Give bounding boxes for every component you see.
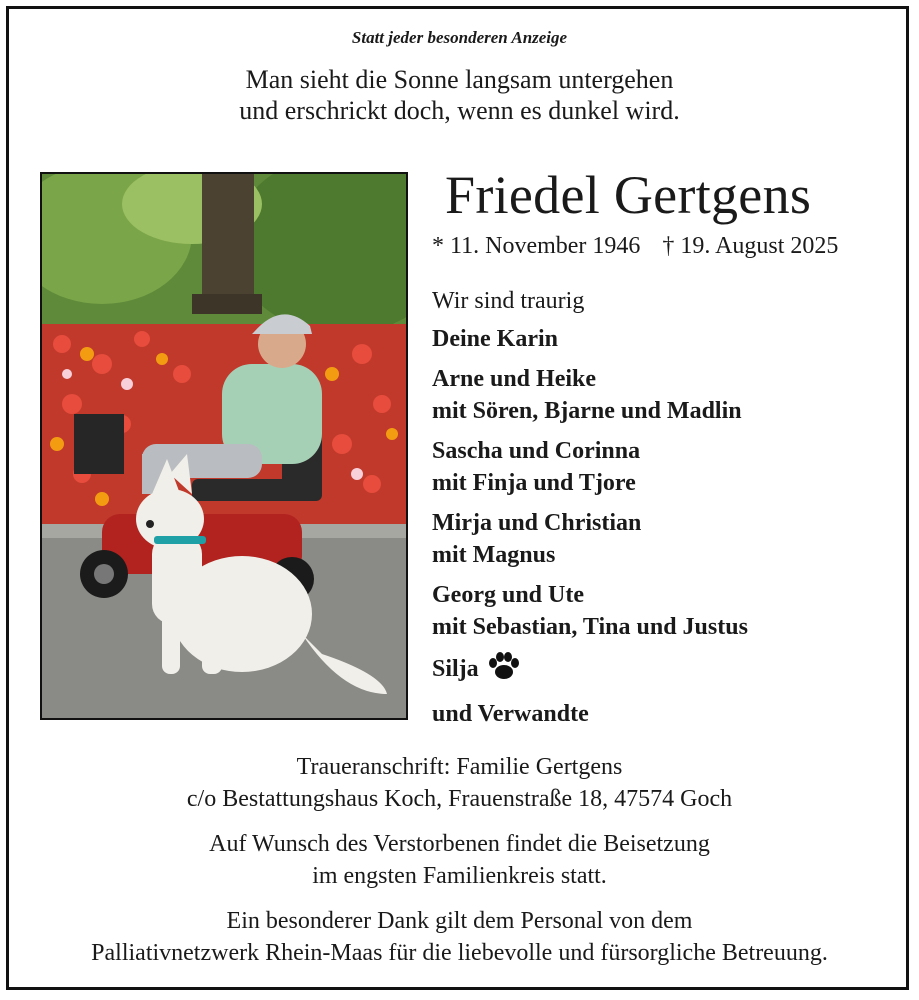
thanks-line-1: Ein besonderer Dank gilt dem Personal von dem (226, 908, 693, 934)
mourner-line: Deine Karin (432, 326, 558, 352)
photo-illustration (42, 174, 406, 718)
poem-line-2: und erschrickt doch, wenn es dunkel wird. (239, 96, 680, 125)
funeral-line-1: Auf Wunsch des Verstorbenen findet die Beisetzung (209, 831, 710, 857)
mourner-line: mit Finja und Tjore (432, 470, 636, 496)
mourner-group (432, 651, 748, 690)
mourner-line: mit Sebastian, Tina und Justus (432, 614, 748, 640)
mourner-group (432, 435, 748, 499)
mourner-line: Mirja und Christian (432, 510, 642, 536)
mourners-list (432, 285, 748, 730)
deceased-name: Friedel Gertgens (445, 165, 812, 225)
mourner-group (432, 323, 748, 355)
death-date: † 19. August 2025 (662, 233, 839, 259)
mourner-group (432, 698, 748, 730)
address-line-2: c/o Bestattungshaus Koch, Frauenstraße 18, 47574 Goch (186, 786, 733, 812)
poem-line-1: Man sieht die Sonne langsam untergehen (245, 65, 674, 94)
mourner-line: mit Magnus (432, 542, 556, 568)
mourner-group (432, 507, 748, 571)
memorial-photo (40, 172, 408, 720)
mourner-line: Georg und Ute (432, 582, 584, 608)
thanks-note (0, 905, 919, 969)
address-line-1: Traueranschrift: Familie Gertgens (296, 754, 623, 780)
mourner-line: Sascha und Corinna (432, 438, 641, 464)
mourner-group (432, 579, 748, 643)
mourners-intro: Wir sind traurig (432, 288, 585, 314)
mourner-group (432, 363, 748, 427)
pet-name: Silja (432, 656, 479, 683)
thanks-line-2: Palliativnetzwerk Rhein-Maas für die liebevolle und fürsorgliche Betreuung. (91, 940, 828, 966)
mourner-line: mit Sören, Bjarne und Madlin (432, 398, 742, 424)
life-dates (432, 233, 838, 260)
funeral-line-2: im engsten Familienkreis statt. (312, 863, 607, 889)
mourner-line (432, 651, 748, 690)
birth-date: * 11. November 1946 (432, 233, 641, 259)
mourner-line: und Verwandte (432, 701, 589, 727)
paw-icon (487, 651, 521, 690)
mourner-line: Arne und Heike (432, 366, 597, 392)
poem (0, 64, 919, 126)
notice-header: Statt jeder besonderen Anzeige (351, 28, 568, 47)
condolence-address (0, 751, 919, 815)
funeral-note (0, 828, 919, 892)
